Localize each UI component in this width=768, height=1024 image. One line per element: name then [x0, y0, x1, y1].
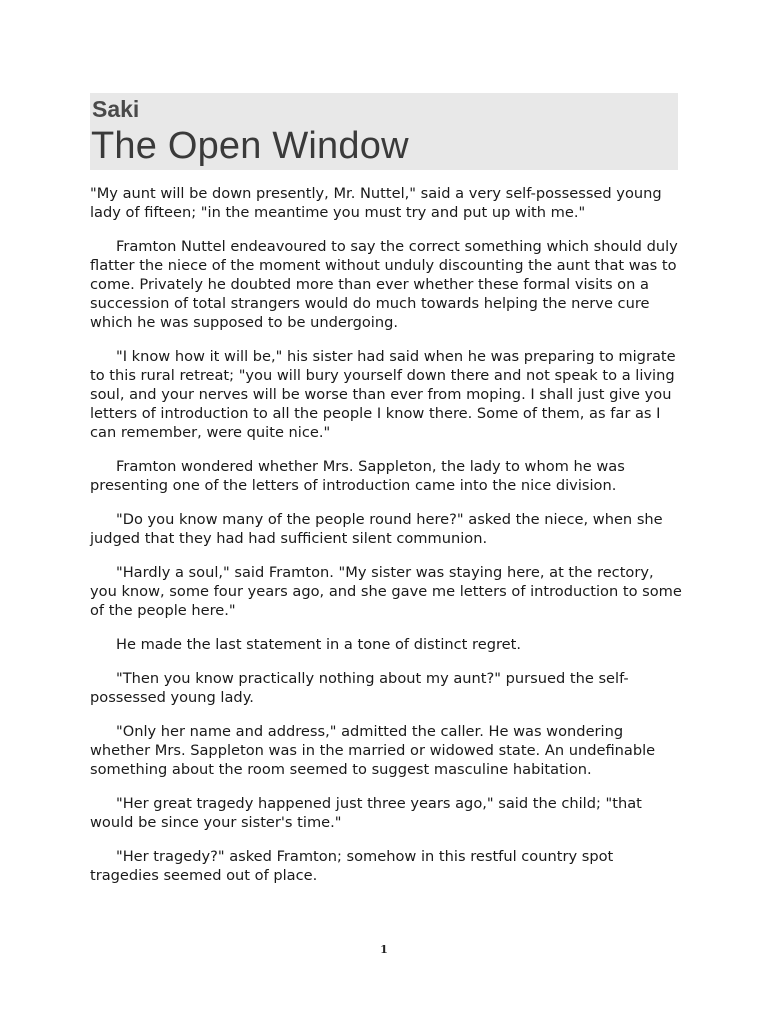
- paragraph: "Her great tragedy happened just three years ago," said the child; "that would be since your sister's time.": [90, 795, 642, 831]
- paragraph: "My aunt will be down presently, Mr. Nuttel," said a very self-possessed young lady of fifteen; "in the meantime you must try and put up with me.": [90, 185, 662, 221]
- story-body: [90, 184, 682, 900]
- paragraph: "I know how it will be," his sister had said when he was preparing to migrate to this rural retreat; "you will bury yourself down there and not speak to a living soul, and your nerves will be worse than ever from moping. I shall just give you letters of introduction to all the people I know there. Some of them, as far as I can remember, were quite nice.": [90, 348, 676, 441]
- paragraph: "Only her name and address," admitted the caller. He was wondering whether Mrs. Sappleton was in the married or widowed state. An undefinable something about the room seemed to suggest masculine habitation.: [90, 723, 656, 778]
- paragraph: "Hardly a soul," said Framton. "My sister was staying here, at the rectory, you know, some four years ago, and she gave me letters of introduction to some of the people here.": [90, 564, 682, 619]
- story-title: The Open Window: [91, 125, 409, 167]
- title-block: [90, 93, 678, 170]
- paragraph: Framton wondered whether Mrs. Sappleton, the lady to whom he was presenting one of the letters of introduction came into the nice division.: [90, 458, 625, 494]
- paragraph: "Do you know many of the people round here?" asked the niece, when she judged that they had had sufficient silent communion.: [90, 511, 663, 547]
- paragraph: He made the last statement in a tone of distinct regret.: [116, 636, 521, 653]
- paragraph: "Her tragedy?" asked Framton; somehow in this restful country spot tragedies seemed out of place.: [90, 848, 614, 884]
- page-number: 1: [380, 943, 388, 956]
- paragraph: Framton Nuttel endeavoured to say the correct something which should duly flatter the niece of the moment without unduly discounting the aunt that was to come. Privately he doubted more than ever whether these formal visits on a succession of total strangers would do much towards helping the nerve cure which he was supposed to be undergoing.: [90, 238, 678, 331]
- paragraph: "Then you know practically nothing about my aunt?" pursued the self-possessed young lady.: [90, 670, 629, 706]
- author-name: Saki: [92, 96, 140, 122]
